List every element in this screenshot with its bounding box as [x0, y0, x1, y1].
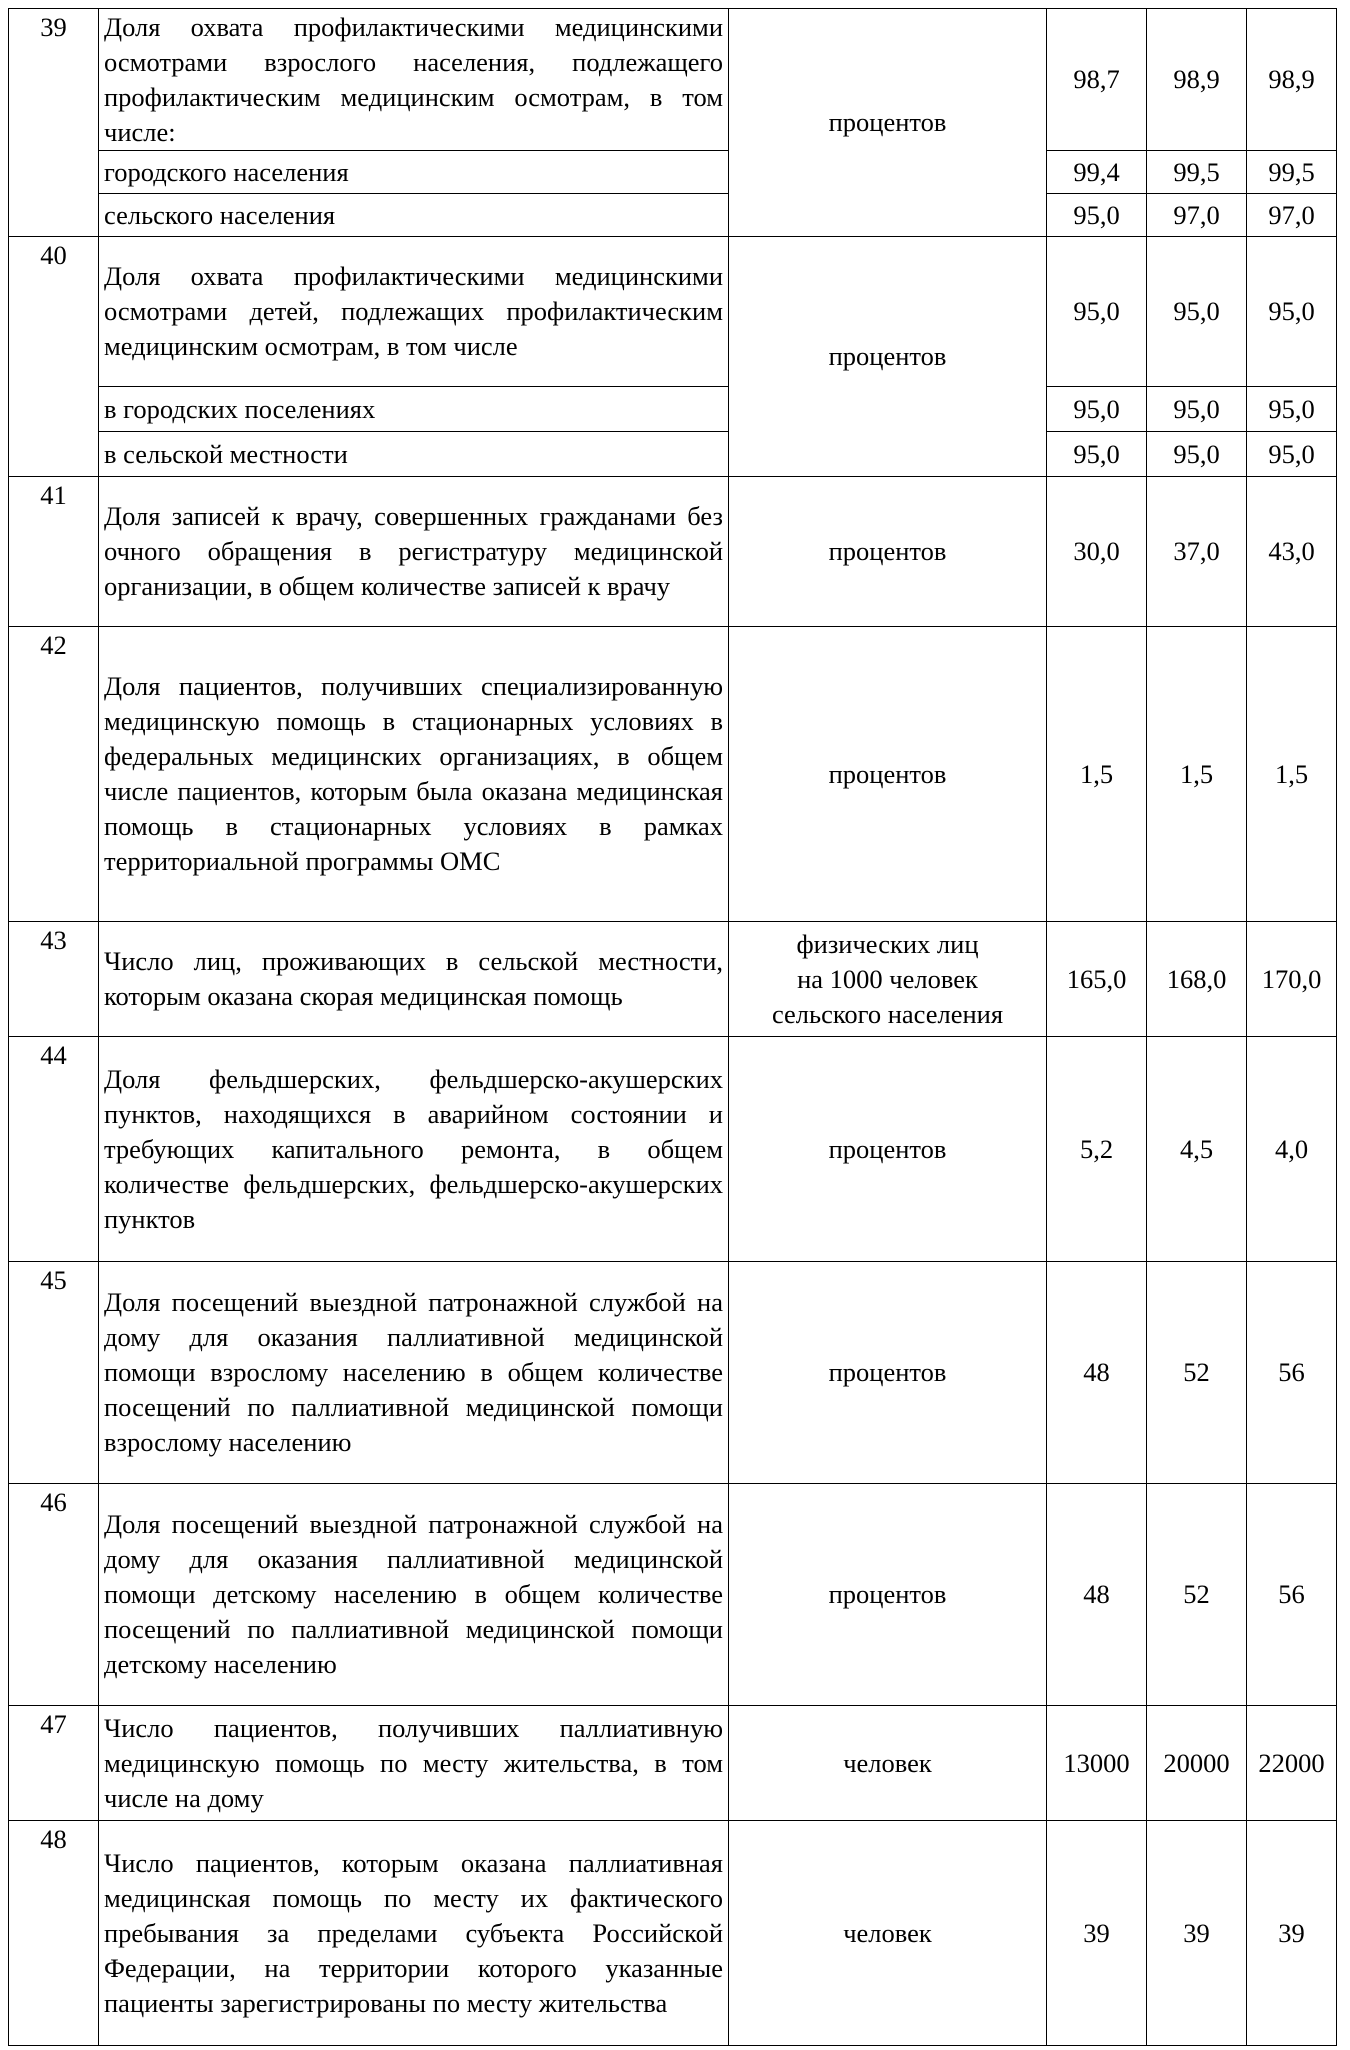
- value-year-2: 20000: [1147, 1706, 1247, 1821]
- indicator-name: Доля посещений выездной патронажной службой на дому для оказания паллиативной медицинской помощи взрослому населению в общем количестве посещений по паллиативной медицинской помощи взрослому населению: [99, 1262, 729, 1484]
- indicator-name: Доля охвата профилактическими медицинскими осмотрами взрослого населения, подлежащего профилактическим медицинским осмотрам, в том числе:: [99, 9, 729, 151]
- unit: процентов: [729, 9, 1047, 237]
- value-year-3: 4,0: [1247, 1037, 1337, 1262]
- value-year-2: 1,5: [1147, 627, 1247, 922]
- value-year-1: 95,0: [1047, 237, 1147, 387]
- row-number: 44: [9, 1037, 99, 1262]
- indicators-table: [8, 8, 1337, 2046]
- table-row: [9, 1262, 1337, 1484]
- indicator-subname: в городских поселениях: [99, 387, 729, 432]
- value-year-2: 98,9: [1147, 9, 1247, 151]
- value-year-3: 95,0: [1247, 237, 1337, 387]
- value-year-3: 170,0: [1247, 922, 1337, 1037]
- value-year-2: 168,0: [1147, 922, 1247, 1037]
- value-year-3: 22000: [1247, 1706, 1337, 1821]
- unit: процентов: [729, 477, 1047, 627]
- unit: процентов: [729, 1037, 1047, 1262]
- table-row: [9, 237, 1337, 387]
- value-year-3: 1,5: [1247, 627, 1337, 922]
- value-year-1: 165,0: [1047, 922, 1147, 1037]
- unit: [729, 922, 1047, 1037]
- indicator-name: Число лиц, проживающих в сельской местности, которым оказана скорая медицинская помощь: [99, 922, 729, 1037]
- value-year-3: 39: [1247, 1821, 1337, 2046]
- indicator-name: Доля посещений выездной патронажной службой на дому для оказания паллиативной медицинской помощи детскому населению в общем количестве посещений по паллиативной медицинской помощи детскому населению: [99, 1484, 729, 1706]
- table-row: [9, 922, 1337, 1037]
- value-year-1: 95,0: [1047, 432, 1147, 477]
- value-year-2: 95,0: [1147, 432, 1247, 477]
- value-year-2: 97,0: [1147, 194, 1247, 237]
- value-year-3: 56: [1247, 1262, 1337, 1484]
- row-number: 45: [9, 1262, 99, 1484]
- unit: человек: [729, 1821, 1047, 2046]
- indicator-subname: сельского населения: [99, 194, 729, 237]
- table-row: [9, 477, 1337, 627]
- value-year-2: 4,5: [1147, 1037, 1247, 1262]
- row-number: 48: [9, 1821, 99, 2046]
- table-row: [9, 9, 1337, 151]
- value-year-3: 43,0: [1247, 477, 1337, 627]
- value-year-2: 95,0: [1147, 237, 1247, 387]
- row-number: 41: [9, 477, 99, 627]
- value-year-3: 98,9: [1247, 9, 1337, 151]
- value-year-1: 95,0: [1047, 194, 1147, 237]
- row-number: 40: [9, 237, 99, 477]
- unit: процентов: [729, 237, 1047, 477]
- value-year-3: 95,0: [1247, 432, 1337, 477]
- value-year-1: 13000: [1047, 1706, 1147, 1821]
- value-year-3: 99,5: [1247, 151, 1337, 194]
- table-row: [9, 1821, 1337, 2046]
- indicator-name: Число пациентов, получивших паллиативную медицинскую помощь по месту жительства, в том числе на дому: [99, 1706, 729, 1821]
- indicator-name: Число пациентов, которым оказана паллиативная медицинская помощь по месту их фактического пребывания за пределами субъекта Российской Федерации, на территории которого указанные пациенты зарегистрированы по месту жительства: [99, 1821, 729, 2046]
- value-year-1: 48: [1047, 1262, 1147, 1484]
- indicator-name: Доля пациентов, получивших специализированную медицинскую помощь в стационарных условиях в федеральных медицинских организациях, в общем числе пациентов, которым была оказана медицинская помощь в стационарных условиях в рамках территориальной программы ОМС: [99, 627, 729, 922]
- value-year-1: 98,7: [1047, 9, 1147, 151]
- table-row: [9, 1484, 1337, 1706]
- indicator-subname: городского населения: [99, 151, 729, 194]
- unit-line: на 1000 человек: [797, 963, 978, 994]
- value-year-1: 95,0: [1047, 387, 1147, 432]
- indicator-name: Доля охвата профилактическими медицинскими осмотрами детей, подлежащих профилактическим медицинским осмотрам, в том числе: [99, 237, 729, 387]
- value-year-2: 52: [1147, 1484, 1247, 1706]
- value-year-3: 95,0: [1247, 387, 1337, 432]
- table-row: [9, 627, 1337, 922]
- unit-line: сельского населения: [771, 998, 1004, 1029]
- row-number: 46: [9, 1484, 99, 1706]
- row-number: 39: [9, 9, 99, 237]
- value-year-2: 99,5: [1147, 151, 1247, 194]
- table-subrow: [9, 194, 1337, 237]
- value-year-1: 30,0: [1047, 477, 1147, 627]
- value-year-2: 52: [1147, 1262, 1247, 1484]
- table-row: [9, 1706, 1337, 1821]
- value-year-3: 56: [1247, 1484, 1337, 1706]
- table-subrow: [9, 151, 1337, 194]
- table-subrow: [9, 432, 1337, 477]
- value-year-2: 95,0: [1147, 387, 1247, 432]
- row-number: 47: [9, 1706, 99, 1821]
- unit: процентов: [729, 1262, 1047, 1484]
- row-number: 42: [9, 627, 99, 922]
- row-number: 43: [9, 922, 99, 1037]
- value-year-2: 39: [1147, 1821, 1247, 2046]
- unit: процентов: [729, 1484, 1047, 1706]
- indicator-name: Доля фельдшерских, фельдшерско-акушерских пунктов, находящихся в аварийном состоянии и требующих капитального ремонта, в общем количестве фельдшерских, фельдшерско-акушерских пунктов: [99, 1037, 729, 1262]
- indicator-name: Доля записей к врачу, совершенных гражданами без очного обращения в регистратуру медицинской организации, в общем количестве записей к врачу: [99, 477, 729, 627]
- value-year-1: 1,5: [1047, 627, 1147, 922]
- unit: человек: [729, 1706, 1047, 1821]
- indicator-subname: в сельской местности: [99, 432, 729, 477]
- value-year-1: 48: [1047, 1484, 1147, 1706]
- value-year-1: 39: [1047, 1821, 1147, 2046]
- value-year-1: 99,4: [1047, 151, 1147, 194]
- value-year-3: 97,0: [1247, 194, 1337, 237]
- value-year-1: 5,2: [1047, 1037, 1147, 1262]
- unit: процентов: [729, 627, 1047, 922]
- unit-line: физических лиц: [796, 928, 979, 959]
- table-row: [9, 1037, 1337, 1262]
- value-year-2: 37,0: [1147, 477, 1247, 627]
- table-subrow: [9, 387, 1337, 432]
